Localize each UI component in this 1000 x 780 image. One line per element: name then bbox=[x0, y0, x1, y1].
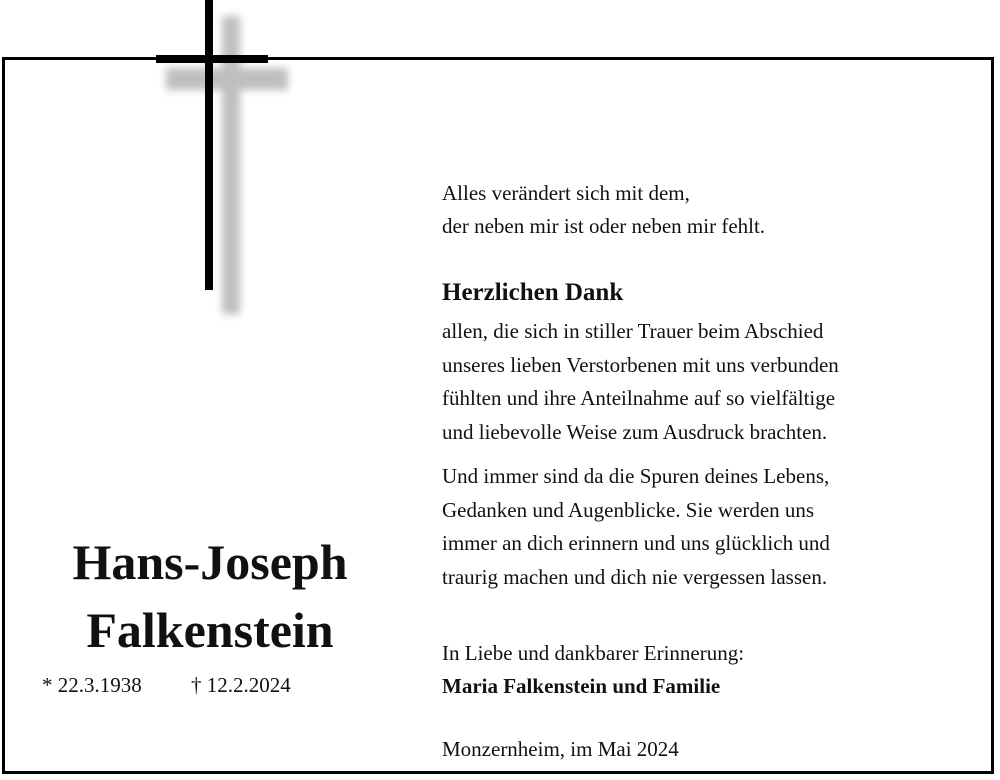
thanks-paragraph-1 bbox=[442, 315, 962, 449]
paragraph-1-line: unseres lieben Verstorbenen mit uns verbunden bbox=[442, 352, 839, 377]
motto bbox=[442, 177, 765, 243]
closing bbox=[442, 637, 744, 703]
paragraph-1-line: fühlten und ihre Anteilnahme auf so vielfältige bbox=[442, 386, 836, 410]
thanks-paragraph-2 bbox=[442, 460, 962, 594]
motto-line-2: der neben mir ist oder neben mir fehlt. bbox=[442, 214, 766, 238]
cross-icon bbox=[0, 0, 320, 330]
thanks-heading: Herzlichen Dank bbox=[442, 279, 624, 306]
death-date: † 12.2.2024 bbox=[191, 673, 291, 697]
paragraph-2-line: Gedanken und Augenblicke. Sie werden uns bbox=[442, 497, 815, 522]
cross-vertical-bar bbox=[205, 0, 213, 290]
place-and-date: Monzernheim, im Mai 2024 bbox=[442, 737, 679, 761]
life-dates bbox=[42, 673, 291, 698]
paragraph-2-line: immer an dich erinnern und uns glücklich und bbox=[442, 531, 830, 555]
last-name: Falkenstein bbox=[86, 602, 334, 658]
paragraph-2-line: Und immer sind da die Spuren deines Lebens, bbox=[442, 464, 830, 488]
paragraph-2-line: traurig machen und dich nie vergessen lassen. bbox=[442, 564, 828, 589]
first-name: Hans-Joseph bbox=[72, 534, 348, 590]
birth-date: * 22.3.1938 bbox=[42, 673, 142, 697]
family-signature: Maria Falkenstein und Familie bbox=[442, 674, 721, 698]
cross-horizontal-bar bbox=[156, 55, 268, 63]
motto-line-1: Alles verändert sich mit dem, bbox=[442, 181, 690, 205]
deceased-name bbox=[25, 528, 395, 664]
closing-line: In Liebe und dankbarer Erinnerung: bbox=[442, 641, 745, 665]
paragraph-1-line: allen, die sich in stiller Trauer beim Abschied bbox=[442, 319, 824, 343]
paragraph-1-line: und liebevolle Weise zum Ausdruck brachten. bbox=[442, 419, 828, 444]
